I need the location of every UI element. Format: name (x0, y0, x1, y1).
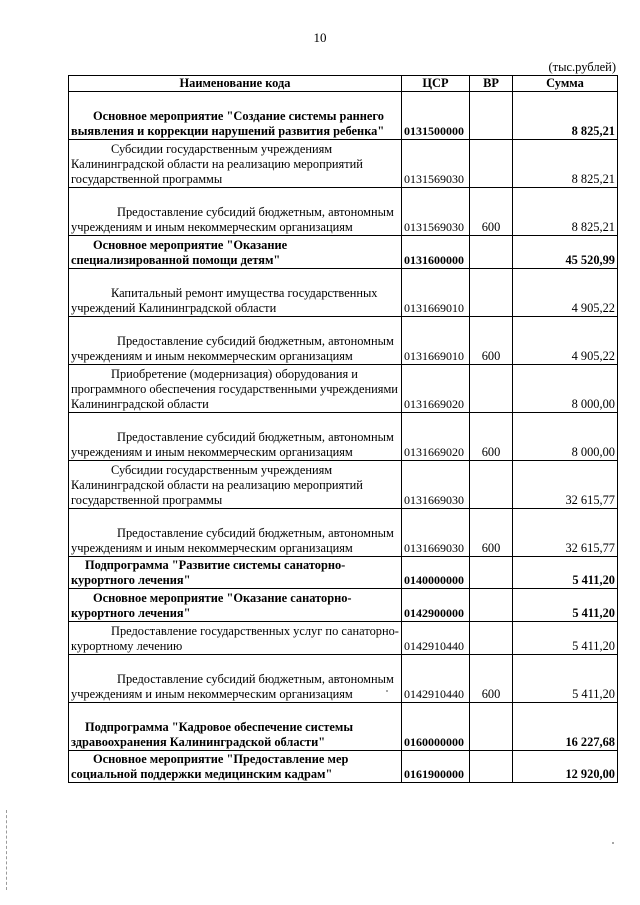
row-name: Предоставление субсидий бюджетным, автономным учреждениям и иным некоммерческим организациям (69, 655, 402, 703)
table-row (69, 413, 618, 461)
row-csr: 0131669020 (402, 365, 470, 413)
header-vr: ВР (470, 76, 513, 92)
row-sum: 5 411,20 (513, 589, 618, 622)
scan-speck (612, 842, 614, 844)
units-label: (тыс.рублей) (548, 60, 616, 74)
row-vr: 600 (470, 509, 513, 557)
table-row (69, 509, 618, 557)
row-name: Подпрограмма "Развитие системы санаторно-курортного лечения" (69, 557, 402, 589)
table-row (69, 622, 618, 655)
table-row (69, 92, 618, 140)
row-sum: 4 905,22 (513, 269, 618, 317)
row-vr (470, 703, 513, 751)
table-row (69, 655, 618, 703)
scan-speck (386, 690, 388, 692)
row-csr: 0131600000 (402, 236, 470, 269)
row-csr: 0131669010 (402, 317, 470, 365)
row-vr: 600 (470, 317, 513, 365)
row-name: Предоставление субсидий бюджетным, автономным учреждениям и иным некоммерческим организациям (69, 509, 402, 557)
scan-edge-marks (6, 810, 9, 890)
row-csr: 0142910440 (402, 622, 470, 655)
row-sum: 45 520,99 (513, 236, 618, 269)
row-name: Субсидии государственным учреждениям Калининградской области на реализацию мероприятий государственной программы (69, 461, 402, 509)
row-name: Предоставление субсидий бюджетным, автономным учреждениям и иным некоммерческим организациям (69, 188, 402, 236)
row-vr: 600 (470, 655, 513, 703)
table-row (69, 703, 618, 751)
row-name: Приобретение (модернизация) оборудования и программного обеспечения государственными учреждениями Калининградской области (69, 365, 402, 413)
row-csr: 0142910440 (402, 655, 470, 703)
header-csr: ЦСР (402, 76, 470, 92)
row-vr (470, 622, 513, 655)
row-name: Предоставление государственных услуг по санаторно-курортному лечению (69, 622, 402, 655)
row-vr (470, 269, 513, 317)
row-vr: 600 (470, 413, 513, 461)
row-vr (470, 461, 513, 509)
row-vr (470, 365, 513, 413)
row-csr: 0131569030 (402, 188, 470, 236)
row-sum: 5 411,20 (513, 655, 618, 703)
table-row (69, 589, 618, 622)
row-vr (470, 140, 513, 188)
row-sum: 32 615,77 (513, 509, 618, 557)
row-csr: 0131669020 (402, 413, 470, 461)
table-header-row (69, 76, 618, 92)
table-row (69, 317, 618, 365)
row-name: Основное мероприятие "Создание системы раннего выявления и коррекции нарушений развития ребенка" (69, 92, 402, 140)
row-sum: 4 905,22 (513, 317, 618, 365)
row-name: Основное мероприятие "Оказание санаторно-курортного лечения" (69, 589, 402, 622)
row-vr (470, 92, 513, 140)
row-vr (470, 236, 513, 269)
row-csr: 0131669030 (402, 461, 470, 509)
row-sum: 32 615,77 (513, 461, 618, 509)
table-row (69, 751, 618, 783)
table-row (69, 365, 618, 413)
table-row (69, 557, 618, 589)
row-name: Предоставление субсидий бюджетным, автономным учреждениям и иным некоммерческим организациям (69, 413, 402, 461)
row-sum: 8 000,00 (513, 413, 618, 461)
row-sum: 5 411,20 (513, 557, 618, 589)
row-csr: 0131669010 (402, 269, 470, 317)
row-vr: 600 (470, 188, 513, 236)
table-row (69, 140, 618, 188)
row-sum: 8 825,21 (513, 92, 618, 140)
header-sum: Сумма (513, 76, 618, 92)
table-body (69, 92, 618, 783)
row-name: Предоставление субсидий бюджетным, автономным учреждениям и иным некоммерческим организациям (69, 317, 402, 365)
page-number: 10 (313, 30, 327, 45)
row-csr: 0160000000 (402, 703, 470, 751)
row-vr (470, 589, 513, 622)
row-sum: 16 227,68 (513, 703, 618, 751)
header-name: Наименование кода (69, 76, 402, 92)
row-csr: 0131569030 (402, 140, 470, 188)
row-csr: 0131500000 (402, 92, 470, 140)
row-csr: 0140000000 (402, 557, 470, 589)
row-sum: 8 825,21 (513, 140, 618, 188)
row-name: Основное мероприятие "Предоставление мер социальной поддержки медицинским кадрам" (69, 751, 402, 783)
row-sum: 12 920,00 (513, 751, 618, 783)
row-sum: 8 000,00 (513, 365, 618, 413)
row-csr: 0131669030 (402, 509, 470, 557)
row-vr (470, 751, 513, 783)
budget-table (68, 75, 618, 783)
table-row (69, 461, 618, 509)
row-name: Подпрограмма "Кадровое обеспечение системы здравоохранения Калининградской области" (69, 703, 402, 751)
row-name: Субсидии государственным учреждениям Калининградской области на реализацию мероприятий государственной программы (69, 140, 402, 188)
row-name: Основное мероприятие "Оказание специализированной помощи детям" (69, 236, 402, 269)
row-name: Капитальный ремонт имущества государственных учреждений Калининградской области (69, 269, 402, 317)
row-vr (470, 557, 513, 589)
row-sum: 5 411,20 (513, 622, 618, 655)
table-row (69, 236, 618, 269)
table-row (69, 188, 618, 236)
row-csr: 0142900000 (402, 589, 470, 622)
table-row (69, 269, 618, 317)
row-csr: 0161900000 (402, 751, 470, 783)
row-sum: 8 825,21 (513, 188, 618, 236)
